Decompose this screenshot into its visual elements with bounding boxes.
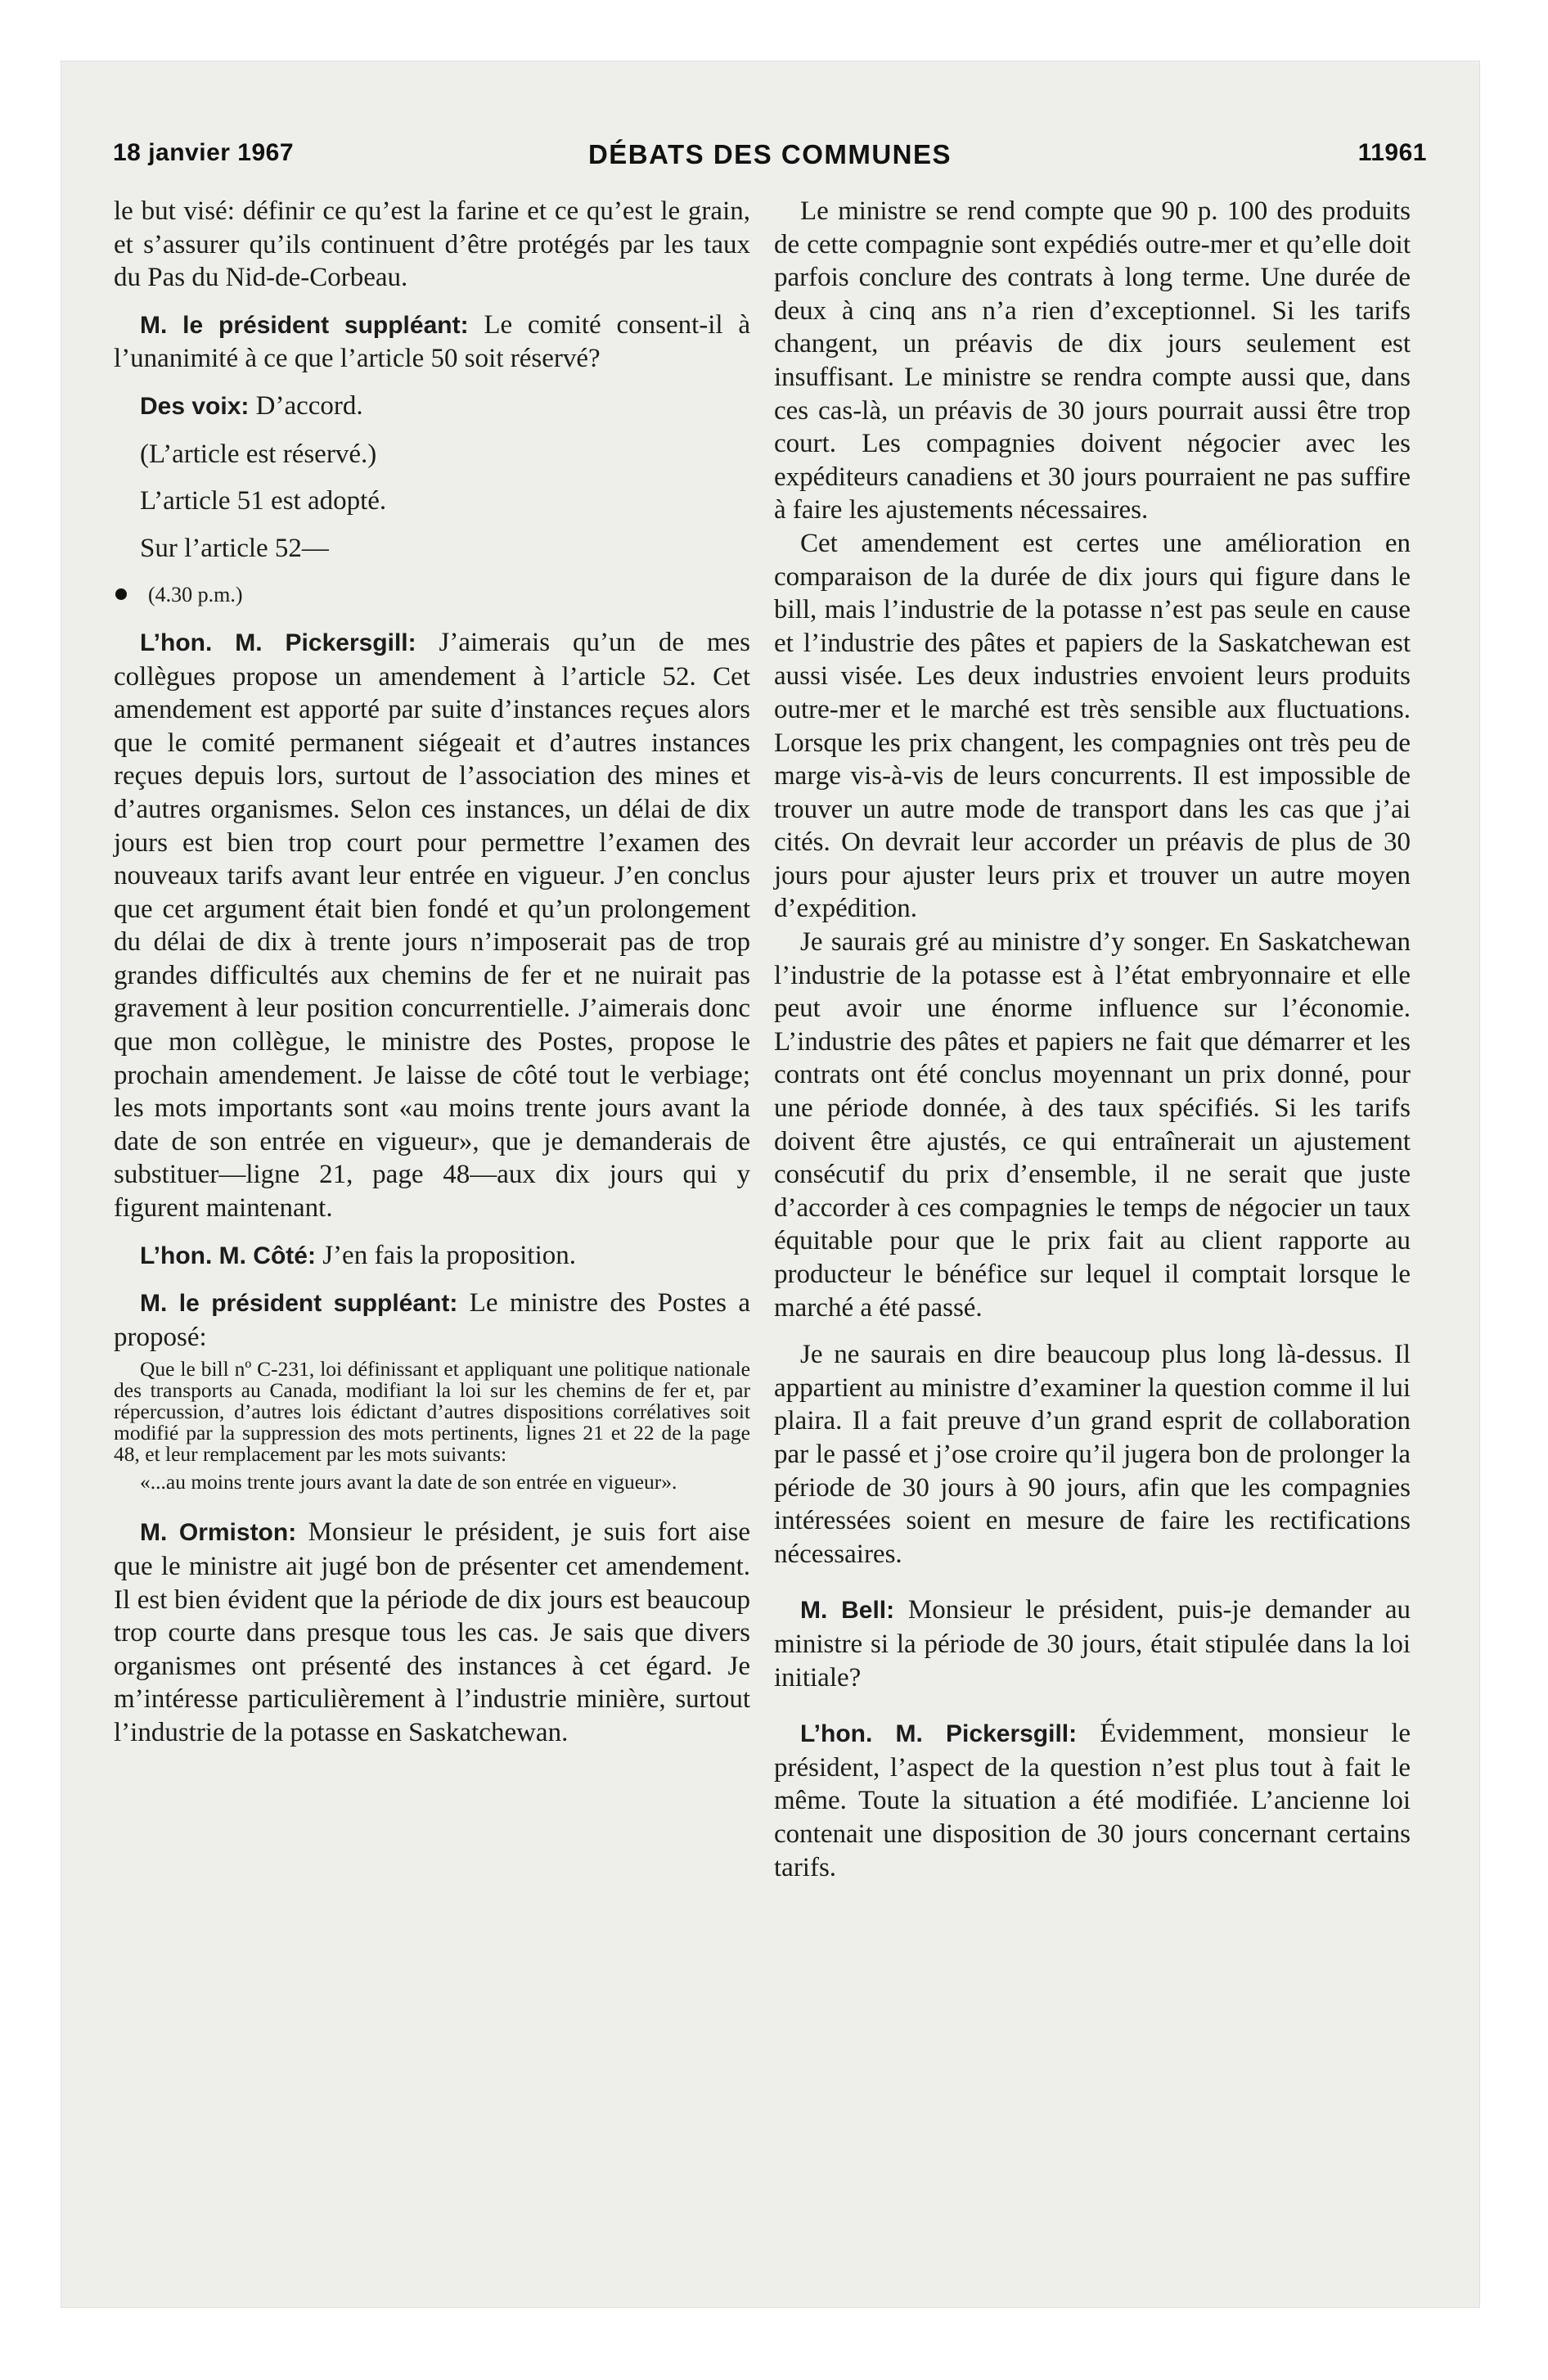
right-column bbox=[774, 195, 1411, 1884]
speaker-name: Des voix: bbox=[140, 392, 250, 420]
paragraph: Des voix: D’accord. bbox=[140, 390, 363, 421]
paragraph: M. le président suppléant: Le ministre des Postes a proposé: bbox=[114, 1288, 750, 1352]
paragraph: Je saurais gré au ministre d’y songer. En Saskatchewan l’industrie de la potasse est à l’état embryonnaire et elle peut avoir une énorme influence sur l’économie. L’industrie des pâtes et papiers ne fait que démarrer et les contrats ont été conclus moyennant un prix donné, pour une période donnée, à des taux spécifiés. Si les tarifs doivent être ajustés, ce qui entraînerait un ajustement consécutif du prix d’ensemble, il ne serait que juste d’accorder à ces compagnies le temps de négocier un taux équitable pour que le prix fait au client rapporte au producteur le bénéfice sur lequel il comptait lorsque le marché a été passé. bbox=[774, 927, 1411, 1323]
page-title: DÉBATS DES COMMUNES bbox=[587, 139, 952, 169]
speaker-name: M. Bell: bbox=[800, 1597, 895, 1625]
bullet-icon bbox=[115, 588, 127, 600]
paragraph: Cet amendement est certes une amélioration en comparaison de la durée de dix jours qui figure dans le bill, mais l’industrie de la potasse n’est pas seule en cause et l’industrie des pâtes et papiers de la Saskatchewan est aussi visée. Les deux industries envoient leurs produits outre-mer et le marché est très sensible aux fluctuations. Lorsque les prix changent, les compagnies ont très peu de marge vis-à-vis de leurs concurrents. Il est impossible de trouver un autre mode de transport dans les cas que j’ai cités. On devrait leur accorder un préavis de plus de 30 jours pour ajuster leurs prix et trouver un autre moyen d’expédition. bbox=[774, 528, 1411, 924]
paragraph: L’hon. M. Pickersgill: J’aimerais qu’un de mes collègues propose un amendement à l’article 52. Cet amendement est apporté par suite d’instances reçues alors que le comité permanent siégeait et d’autres instances reçues depuis lors, surtout de l’association des mines et d’autres organismes. Selon ces instances, un délai de dix jours est bien trop court pour permettre l’examen des nouveaux tarifs avant leur entrée en vigueur. J’en conclus que cet argument était bien fondé et qu’un prolongement du délai de dix à trente jours n’imposerait pas de trop grandes difficultés aux chemins de fer et ne nuirait pas gravement à leur position concurrentielle. J’aimerais donc que mon collègue, le ministre des Postes, propose le prochain amendement. Je laisse de côté tout le verbiage; les mots importants sont «au moins trente jours avant la date de son entrée en vigueur», que je demanderais de substituer—ligne 21, page 48—aux dix jours qui y figurent maintenant. bbox=[114, 627, 751, 1224]
speaker-name: M. le président suppléant: bbox=[140, 1290, 458, 1318]
timestamp: (4.30 p.m.) bbox=[114, 579, 750, 612]
procedural-note: L’article 51 est adopté. bbox=[140, 486, 387, 516]
page-number: 11961 bbox=[1357, 139, 1427, 166]
page-date: 18 janvier 1967 bbox=[113, 139, 295, 166]
paragraph: Le ministre se rend compte que 90 p. 100 des produits de cette compagnie sont expédiés outre-mer et qu’elle doit parfois conclure des contrats à long terme. Une durée de deux à cinq ans n’a rien d’exceptionnel. Si les tarifs changent, un préavis de dix jours seulement est insuffisant. Le ministre se rendra compte aussi que, dans ces cas-là, un préavis de 30 jours pourrait aussi être trop court. Les compagnies doivent négocier avec les expéditeurs canadiens et 30 jours pourraient ne pas suffire à faire les ajustements nécessaires. bbox=[774, 196, 1411, 525]
paragraph: L’hon. M. Pickersgill: Évidemment, monsieur le président, l’aspect de la question n’est plus tout à fait le même. Toute la situation a été modifiée. L’ancienne loi contenait une disposition de 30 jours concernant certains tarifs. bbox=[774, 1719, 1411, 1882]
motion-quote: «...au moins trente jours avant la date de son entrée en vigueur». bbox=[140, 1470, 677, 1494]
speaker-name: M. le président suppléant: bbox=[140, 311, 469, 339]
paragraph: Je ne saurais en dire beaucoup plus long là-dessus. Il appartient au ministre d’examiner la question comme il lui plaira. Il a fait preuve d’un grand esprit de collaboration par le passé et j’ose croire qu’il jugera bon de prolonger la période de 30 jours à 90 jours, afin que les compagnies intéressées soient en mesure de faire les rectifications nécessaires. bbox=[774, 1340, 1411, 1569]
speaker-name: L’hon. M. Côté: bbox=[140, 1242, 316, 1269]
paragraph: le but visé: définir ce qu’est la farine et ce qu’est le grain, et s’assurer qu’ils continuent d’être protégés par les taux du Pas du Nid-de-Corbeau. bbox=[114, 196, 750, 293]
motion-text: Que le bill nº C-231, loi définissant et appliquant une politique nationale des transports au Canada, modifiant la loi sur les chemins de fer et, par répercussion, d’autres lois édictant d’autres dispositions corrélatives soit modifié par la suppression des mots pertinents, lignes 21 et 22 de la page 48, et leur remplacement par les mots suivants: bbox=[114, 1357, 750, 1467]
procedural-note: (L’article est réservé.) bbox=[140, 439, 377, 469]
paragraph: M. Ormiston: Monsieur le président, je suis fort aise que le ministre ait jugé bon de présenter cet amendement. Il est bien évident que la période de dix jours est beaucoup trop courte dans presque tous les cas. Je sais que divers organismes ont présenté des instances à cet égard. Je m’intéresse particulièrement à l’industrie minière, surtout l’industrie de la potasse en Saskatchewan. bbox=[114, 1517, 751, 1747]
speaker-name: L’hon. M. Pickersgill: bbox=[800, 1720, 1078, 1748]
procedural-note: Sur l’article 52— bbox=[140, 533, 329, 563]
paragraph: M. Bell: Monsieur le président, puis-je demander au ministre si la période de 30 jours, était stipulée dans la loi initiale? bbox=[774, 1595, 1411, 1693]
paragraph: L’hon. M. Côté: J’en fais la proposition. bbox=[140, 1240, 576, 1270]
paragraph: M. le président suppléant: Le comité consent-il à l’unanimité à ce que l’article 50 soit réservé? bbox=[114, 309, 750, 374]
left-column bbox=[114, 195, 750, 1750]
speaker-name: M. Ormiston: bbox=[140, 1519, 297, 1547]
running-head bbox=[113, 139, 1427, 172]
speaker-name: L’hon. M. Pickersgill: bbox=[140, 629, 416, 656]
